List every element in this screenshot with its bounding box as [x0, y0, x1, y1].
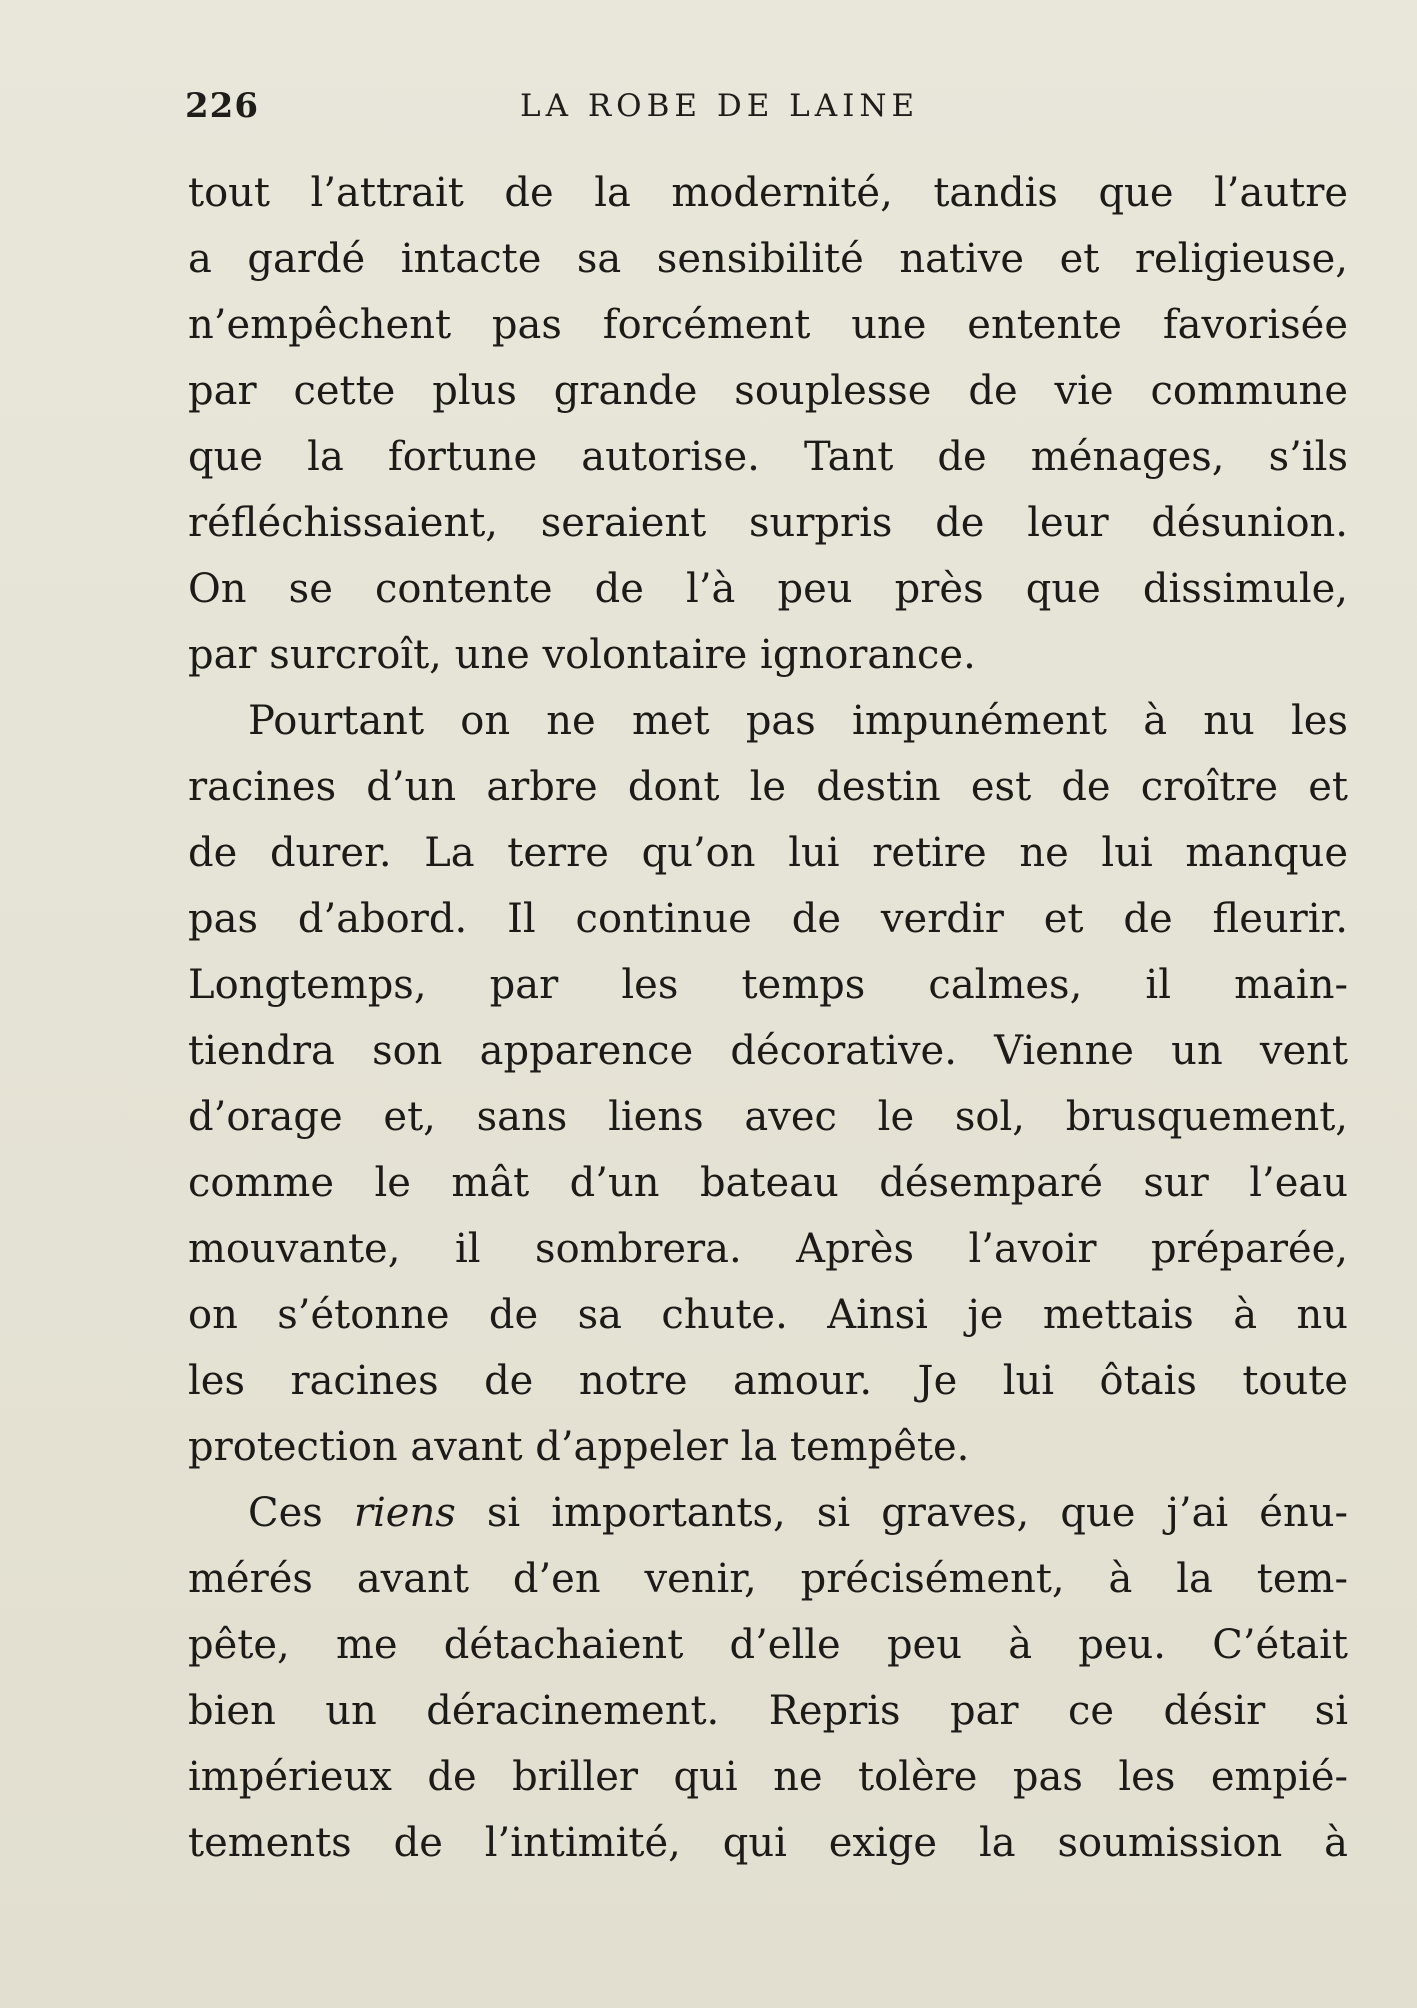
text-line: Longtemps, par les temps calmes, il main- — [188, 962, 1348, 1008]
text-line: mérés avant d’en venir, précisément, à la tem- — [188, 1556, 1348, 1602]
text-line: par cette plus grande souplesse de vie commune — [188, 368, 1348, 414]
text-line: que la fortune autorise. Tant de ménages, s’ils — [188, 434, 1348, 480]
text-fragment: Ces — [248, 1490, 354, 1536]
paragraph-1 — [188, 160, 1348, 688]
text-line: de durer. La terre qu’on lui retire ne lui manque — [188, 830, 1348, 876]
page-header — [185, 86, 1345, 136]
text-fragment: si importants, si graves, que j’ai énu- — [455, 1490, 1348, 1536]
page-number: 226 — [185, 86, 259, 126]
text-line: comme le mât d’un bateau désemparé sur l’eau — [188, 1160, 1348, 1206]
body-text — [188, 160, 1348, 1876]
text-line: pête, me détachaient d’elle peu à peu. C’était — [188, 1622, 1348, 1668]
text-line: n’empêchent pas forcément une entente favorisée — [188, 302, 1348, 348]
text-line: on s’étonne de sa chute. Ainsi je mettais à nu — [188, 1292, 1348, 1338]
text-line: protection avant d’appeler la tempête. — [188, 1424, 970, 1470]
text-line: d’orage et, sans liens avec le sol, brusquement, — [188, 1094, 1348, 1140]
text-line: impérieux de briller qui ne tolère pas les empié- — [188, 1754, 1348, 1800]
text-line: pas d’abord. Il continue de verdir et de fleurir. — [188, 896, 1348, 942]
text-line: réfléchissaient, seraient surpris de leur désunion. — [188, 500, 1348, 546]
italic-word: riens — [353, 1490, 456, 1536]
text-line: On se contente de l’à peu près que dissimule, — [188, 566, 1348, 612]
text-line: par surcroît, une volontaire ignorance. — [188, 632, 976, 678]
text-line: mouvante, il sombrera. Après l’avoir préparée, — [188, 1226, 1348, 1272]
paragraph-2 — [188, 688, 1348, 1480]
text-line: bien un déracinement. Repris par ce désir si — [188, 1688, 1348, 1734]
text-line: racines d’un arbre dont le destin est de croître et — [188, 764, 1348, 810]
text-line: Pourtant on ne met pas impunément à nu les — [248, 698, 1348, 744]
paragraph-3 — [188, 1480, 1348, 1876]
text-line: tout l’attrait de la modernité, tandis que l’autre — [188, 170, 1348, 216]
text-line: a gardé intacte sa sensibilité native et religieuse, — [188, 236, 1348, 282]
text-line: tements de l’intimité, qui exige la soumission à — [188, 1820, 1348, 1866]
text-line-first — [188, 1480, 1348, 1546]
text-line: les racines de notre amour. Je lui ôtais toute — [188, 1358, 1348, 1404]
text-line: tiendra son apparence décorative. Vienne un vent — [188, 1028, 1348, 1074]
running-title: LA ROBE DE LAINE — [520, 88, 920, 124]
